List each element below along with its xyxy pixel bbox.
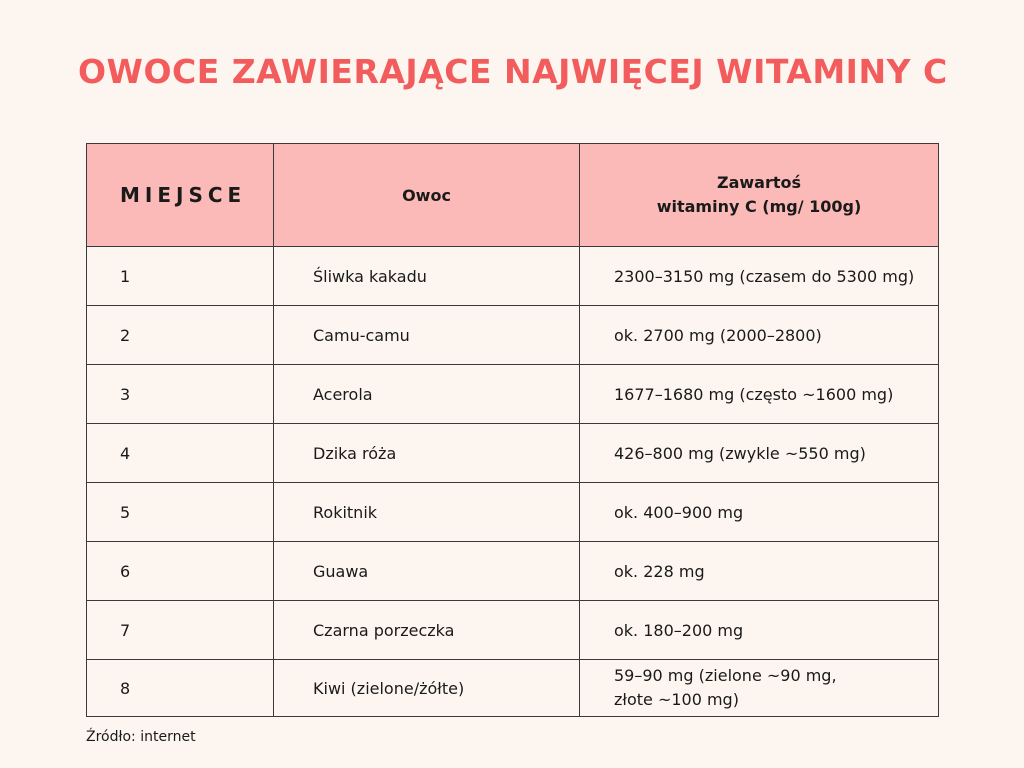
content-cell: ok. 228 mg [580,542,939,601]
fruit-cell: Camu-camu [274,306,580,365]
rank-cell: 5 [87,483,274,542]
content-cell: 2300–3150 mg (czasem do 5300 mg) [580,247,939,306]
table-row [87,365,939,424]
fruit-cell: Guawa [274,542,580,601]
content-cell: ok. 400–900 mg [580,483,939,542]
fruit-cell: Rokitnik [274,483,580,542]
page-title: OWOCE ZAWIERAJĄCE NAJWIĘCEJ WITAMINY C [78,52,948,91]
table-row [87,306,939,365]
source-note: Źródło: internet [86,729,196,745]
header-content [580,144,939,247]
content-cell: ok. 180–200 mg [580,601,939,660]
fruit-cell: Kiwi (zielone/żółte) [274,660,580,717]
header-content-line2: witaminy C (mg/ 100g) [656,197,862,216]
content-line2: złote ~100 mg) [614,690,739,709]
table-row [87,542,939,601]
header-content-line1: Zawartoś [716,173,802,192]
table-row [87,601,939,660]
content-cell: 426–800 mg (zwykle ~550 mg) [580,424,939,483]
header-fruit: Owoc [274,144,580,247]
rank-cell: 7 [87,601,274,660]
rank-cell: 3 [87,365,274,424]
rank-cell: 1 [87,247,274,306]
fruit-cell: Czarna porzeczka [274,601,580,660]
vitamin-c-table [86,143,939,717]
fruit-cell: Śliwka kakadu [274,247,580,306]
rank-cell: 6 [87,542,274,601]
header-rank: MIEJSCE [87,144,274,247]
fruit-cell: Dzika róża [274,424,580,483]
content-cell: 1677–1680 mg (często ~1600 mg) [580,365,939,424]
rank-cell: 4 [87,424,274,483]
rank-cell: 8 [87,660,274,717]
table-row [87,424,939,483]
table-header-row [87,144,939,247]
content-line1: 59–90 mg (zielone ~90 mg, [614,666,837,685]
fruit-cell: Acerola [274,365,580,424]
table-row [87,660,939,717]
table-row [87,483,939,542]
table-row [87,247,939,306]
content-cell: ok. 2700 mg (2000–2800) [580,306,939,365]
content-cell [580,660,939,717]
rank-cell: 2 [87,306,274,365]
